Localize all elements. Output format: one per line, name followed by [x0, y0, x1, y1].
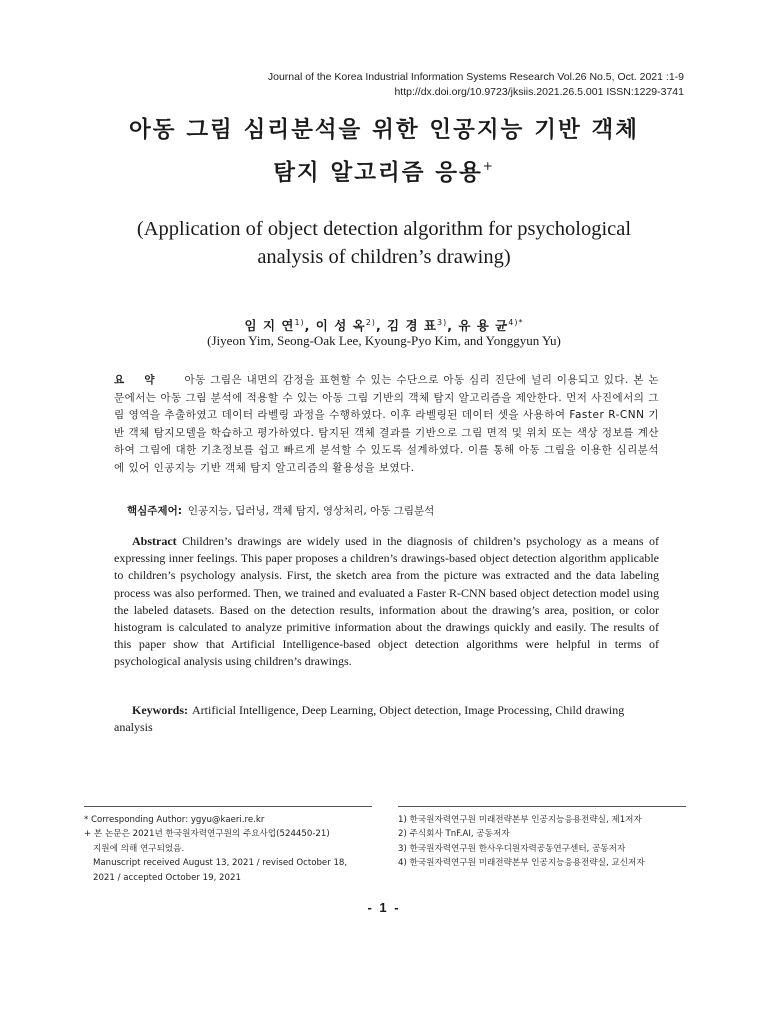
- author-separator: ,: [304, 318, 316, 333]
- funding-mark: +: [482, 159, 495, 173]
- author-4: [458, 318, 523, 333]
- author-affiliation-mark: 4)*: [508, 318, 524, 327]
- korean-keywords-text: 인공지능, 딥러닝, 객체 탐지, 영상처리, 아동 그림분석: [187, 505, 435, 517]
- manuscript-dates-line-2: 2021 / accepted October 19, 2021: [93, 872, 241, 883]
- english-title-line-1: (Application of object detection algorithm for psychological: [136, 218, 632, 240]
- english-authors: (Jiyeon Yim, Seong-Oak Lee, Kyoung-Pyo Kim, and Yonggyun Yu): [207, 333, 561, 348]
- korean-title-line-2: [60, 148, 708, 191]
- english-keywords-text: Artificial Intelligence, Deep Learning, Object detection, Image Processing, Child drawing analysis: [114, 703, 625, 735]
- author-2: [316, 318, 387, 333]
- affiliation-1: 1) 한국원자력연구원 미래전략본부 인공지능응용전략실, 제1저자: [398, 815, 642, 825]
- korean-title: [60, 112, 708, 191]
- author-name: 이 성 옥: [315, 318, 366, 333]
- author-name: 김 경 표: [387, 318, 437, 333]
- korean-keywords-label: 핵심주제어:: [127, 505, 182, 517]
- affiliation-4: 4) 한국원자력연구원 미래전략본부 인공지능응용전략실, 교신저자: [398, 858, 645, 869]
- author-3: [387, 318, 458, 333]
- korean-abstract-label: 요 약: [114, 374, 163, 386]
- korean-keywords: [127, 503, 667, 518]
- footnote-rule-left: [84, 806, 372, 807]
- author-name: 임 지 연: [244, 318, 295, 333]
- author-affiliation-mark: 2): [365, 318, 376, 327]
- english-title: [60, 215, 708, 271]
- english-abstract: [114, 533, 659, 671]
- english-keywords: [114, 702, 659, 736]
- funding-note-line-1: + 본 논문은 2021년 한국원자력연구원의 주요사업(524450-21): [84, 829, 330, 840]
- journal-header: [268, 70, 684, 100]
- english-abstract-text: Children’s drawings are widely used in the diagnosis of children’s psychology as a means of expressing inner feelings. This paper proposes a children’s drawings-based object detection algorithm applicable to children’s psychology analysis. First, the sketch area from the picture was extracted and the data labeling process was also performed. Then, we trained and evaluated a Faster R-CNN based object detection model using the labeled datasets. Based on the detection results, information about the drawing’s area, position, or color histogram is calculated to analyze primitive information about the drawings quickly and easily. The results of this paper show that Artificial Intelligence-based object detection algorithms were helpful in terms of psychological analysis using children’s drawings.: [114, 534, 659, 669]
- korean-authors: [60, 316, 708, 334]
- footnote-rule-right: [398, 806, 686, 807]
- journal-doi-issn: http://dx.doi.org/10.9723/jksiis.2021.26.5.001 ISSN:1229-3741: [394, 86, 684, 98]
- english-title-line-2: analysis of children’s drawing): [257, 246, 511, 268]
- page-number: - 1 -: [367, 900, 401, 915]
- author-separator: ,: [447, 318, 459, 333]
- author-affiliation-mark: 3): [436, 318, 448, 327]
- author-1: [245, 318, 316, 333]
- journal-citation: Journal of the Korea Industrial Information Systems Research Vol.26 No.5, Oct. 2021 :1-9: [267, 71, 684, 83]
- footnotes-right: [398, 813, 698, 871]
- manuscript-dates-line-1: Manuscript received August 13, 2021 / revised October 18,: [93, 858, 348, 869]
- author-separator: ,: [375, 318, 388, 333]
- korean-title-line-1: 아동 그림 심리분석을 위한 인공지능 기반 객체: [129, 117, 639, 143]
- korean-title-line-2-text: 탐지 알고리즘 응용: [273, 160, 483, 186]
- author-name: 유 용 균: [458, 318, 509, 333]
- author-affiliation-mark: 1): [294, 318, 305, 327]
- funding-note-line-2: 지원에 의해 연구되었음.: [93, 843, 185, 854]
- affiliation-3: 3) 한국원자력연구원 한사우디원자력공동연구센터, 공동저자: [398, 843, 626, 854]
- footnotes-left: [84, 813, 374, 885]
- korean-abstract-text: 아동 그림은 내면의 감정을 표현할 수 있는 수단으로 아동 심리 진단에 널리 이용되고 있다. 본 논문에서는 아동 그림 분석에 적용할 수 있는 아동 그림 기반의 객체 탐지 알고리즘을 제안한다. 먼저 사진에서의 그림 영역을 추출하였고 데이터 라벨링 과정을 수행하였다. 이후 라벨링된 데이터 셋을 사용하여 Faster R-CNN 기반 객체 탐지모델을 학습하고 평가하였다. 탐지된 객체 결과를 기반으로 그림 면적 및 위치 또는 색상 정보를 계산하여 그림에 대한 기초정보를 쉽고 빠르게 분석할 수 있도록 설계하였다. 이를 통해 아동 그림을 이용한 심리분석에 있어 인공지능 기반 객체 탐지 알고리즘의 활용성을 보였다.: [114, 374, 659, 474]
- affiliation-2: 2) 주식회사 TnF.AI, 공동저자: [398, 829, 510, 840]
- english-keywords-label: Keywords:: [132, 703, 188, 717]
- english-abstract-label: Abstract: [132, 534, 177, 548]
- korean-abstract: [114, 372, 659, 478]
- corresponding-author: * Corresponding Author: ygyu@kaeri.re.kr: [84, 815, 265, 825]
